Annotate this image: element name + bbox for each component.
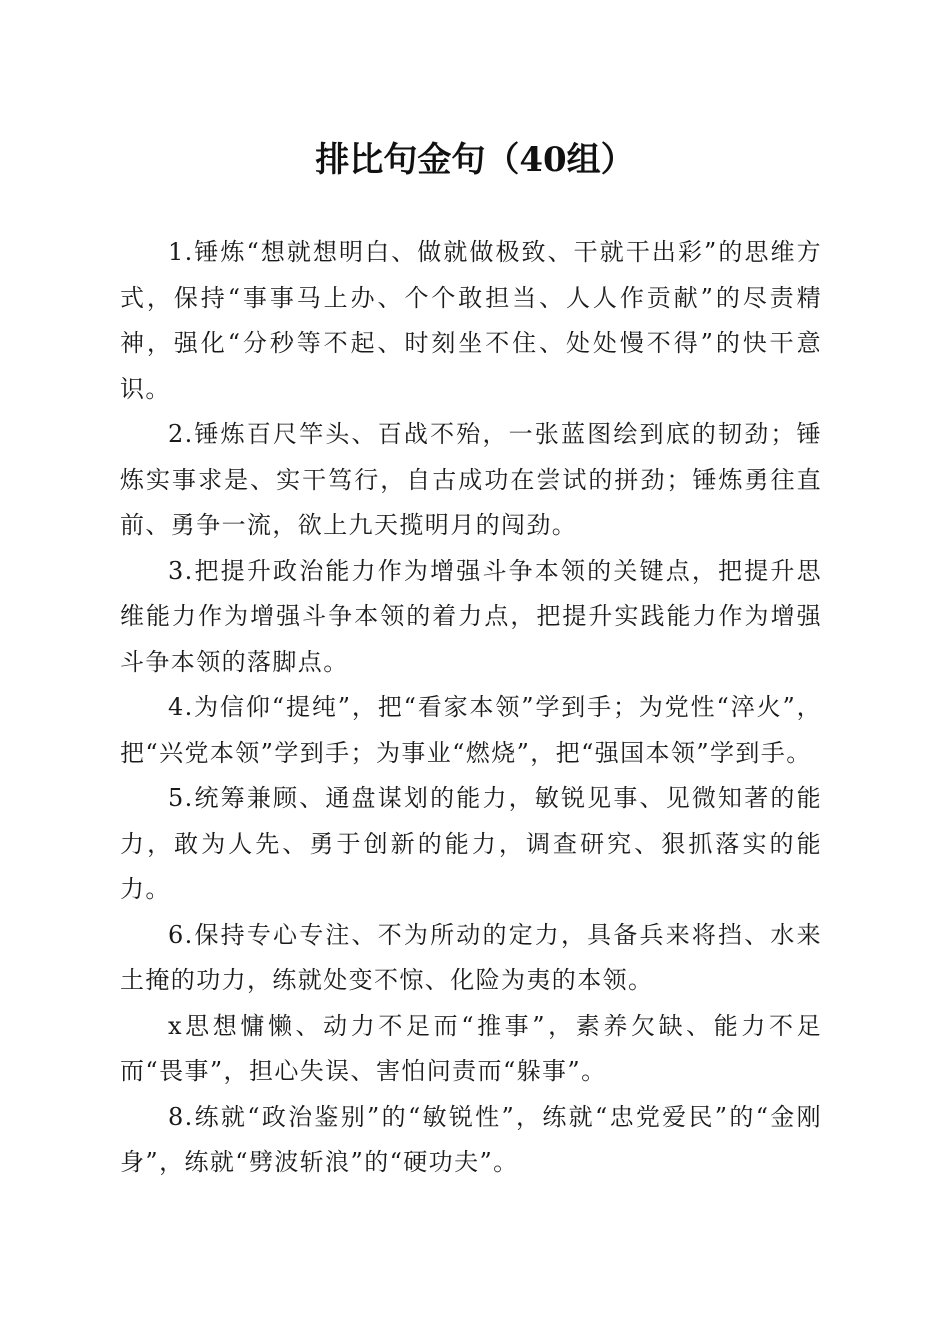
paragraph-7: x思想慵懒、动力不足而“推事”，素养欠缺、能力不足而“畏事”，担心失误、害怕问责而“躲事”。 <box>120 1011 822 1085</box>
document-title: 排比句金句（40组） <box>315 140 635 180</box>
paragraph-3: 3.把提升政治能力作为增强斗争本领的关键点，把提升思维能力作为增强斗争本领的着力点，把提升实践能力作为增强斗争本领的落脚点。 <box>120 556 822 676</box>
paragraph-5: 5.统筹兼顾、通盘谋划的能力，敏锐见事、见微知著的能力，敢为人先、勇于创新的能力，调查研究、狠抓落实的能力。 <box>120 784 822 903</box>
paragraph-1: 1.锤炼“想就想明白、做就做极致、干就干出彩”的思维方式，保持“事事马上办、个个敢担当、人人作贡献”的尽责精神，强化“分秒等不起、时刻坐不住、处处慢不得”的快干意识。 <box>120 238 822 403</box>
paragraph-6: 6.保持专心专注、不为所动的定力，具备兵来将挡、水来土掩的功力，练就处变不惊、化险为夷的本领。 <box>120 920 822 994</box>
paragraph-8: 8.练就“政治鉴别”的“敏锐性”，练就“忠党爱民”的“金刚身”，练就“劈波斩浪”的“硬功夫”。 <box>120 1102 822 1176</box>
paragraph-2: 2.锤炼百尺竿头、百战不殆，一张蓝图绘到底的韧劲；锤炼实事求是、实干笃行，自古成功在尝试的拼劲；锤炼勇往直前、勇争一流，欲上九天揽明月的闯劲。 <box>120 420 822 539</box>
document-body <box>120 230 822 1186</box>
paragraph-4: 4.为信仰“提纯”，把“看家本领”学到手；为党性“淬火”，把“兴党本领”学到手；为事业“燃烧”，把“强国本领”学到手。 <box>120 693 822 767</box>
